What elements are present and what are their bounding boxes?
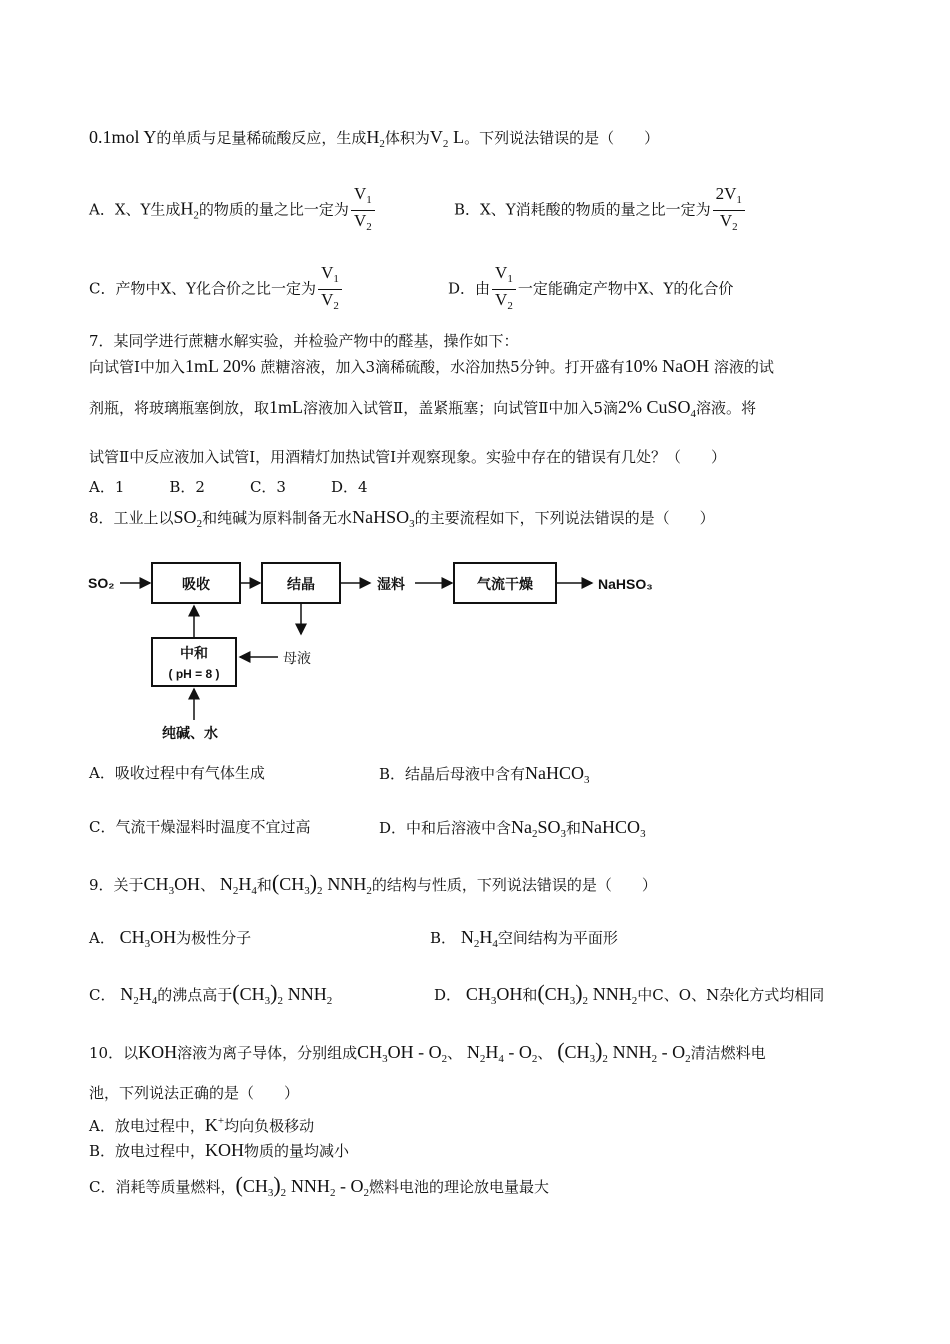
q10-line2: 池，下列说法正确的是（ ）	[89, 1084, 300, 1102]
q9-option-c: C． $N_2H_4$的沸点高于$(CH_3)_2$ $NNH_2$	[89, 980, 333, 1007]
q9-stem: 9．关于$CH_3OH$、 $N_2H_4$和$(CH_3)_2$ $NNH_2$的结构与性质，下列说法错误的是（ ）	[89, 870, 657, 897]
flow-wet: 湿料	[377, 576, 405, 592]
q6-stem: 0.1mol Y的单质与足量稀硫酸反应，生成$H_2$体积为$V_2$ L。下列说法错误的是（ ）	[89, 127, 660, 150]
q10-option-b: B．放电过程中，KOH物质的量均减小	[89, 1140, 350, 1160]
fraction-2v1-v2: $\frac{2V_1}{V_2}$	[713, 184, 745, 237]
q8-option-b: B．结晶后母液中含有NaHCO$_3$	[379, 763, 590, 786]
q8-option-d: D．中和后溶液中含$Na_2SO_3$和NaHCO$_3$	[379, 817, 646, 840]
flow-absorb: 吸收	[182, 576, 210, 592]
q7-line1: 向试管Ⅰ中加入1mL 20% 蔗糖溶液，加入3滴稀硫酸，水浴加热5分钟。打开盛有10% NaOH 溶液的试	[89, 356, 774, 376]
q9-option-a: A． $CH_3OH$为极性分子	[89, 927, 252, 950]
q7-line2: 剂瓶，将玻璃瓶塞倒放，取1mL溶液加入试管Ⅱ，盖紧瓶塞；向试管Ⅱ中加入5滴2% CuSO$_4$溶液。将	[89, 397, 756, 420]
q8-stem: 8．工业上以$SO_2$和纯碱为原料制备无水NaHSO$_3$的主要流程如下，下列说法错误的是（ ）	[89, 507, 715, 530]
flow-ph: ( pH = 8 )	[168, 667, 220, 681]
flow-mother: 母液	[283, 650, 311, 666]
fraction-v1-v2: $\frac{V_1}{V_2}$	[492, 263, 516, 316]
flow-neutral: 中和	[180, 645, 208, 661]
q6-option-b: B．X、Y消耗酸的物质的量之比一定为 $\frac{2V_1}{V_2}$	[454, 184, 747, 237]
fraction-v1-v2: $\frac{V_1}{V_2}$	[318, 263, 342, 316]
q8-option-a: A．吸收过程中有气体生成	[89, 764, 265, 782]
q9-option-b: B． $N_2H_4$空间结构为平面形	[430, 927, 618, 950]
flow-so2: SO₂	[88, 575, 115, 591]
q9-option-d: D． $CH_3OH$和$(CH_3)_2$ $NNH_2$中C、O、N杂化方式均相同	[434, 980, 825, 1007]
q6-option-a: A．X、Y生成$H_2$的物质的量之比一定为 $\frac{V_1}{V_2}$	[89, 184, 377, 237]
flow-crystal: 结晶	[287, 576, 315, 592]
q7-line3: 试管Ⅱ中反应液加入试管Ⅰ，用酒精灯加热试管Ⅰ并观察现象。实验中存在的错误有几处？（ ）	[89, 448, 727, 466]
q10-option-c: C．消耗等质量燃料，$(CH_3)_2$ $NNH_2 - O_2$燃料电池的理论放电量最大	[89, 1172, 549, 1199]
flow-dry: 气流干燥	[477, 576, 533, 592]
q6-option-c: C．产物中X、Y化合价之比一定为 $\frac{V_1}{V_2}$	[89, 263, 344, 316]
q8-option-c: C．气流干燥湿料时温度不宜过高	[89, 818, 311, 836]
flow-diagram	[80, 548, 680, 748]
q7-title: 7．某同学进行蔗糖水解实验，并检验产物中的醛基，操作如下：	[89, 332, 519, 350]
flow-soda: 纯碱、水	[162, 725, 218, 741]
fraction-v1-v2: $\frac{V_1}{V_2}$	[351, 184, 375, 237]
q6-option-d: D．由 $\frac{V_1}{V_2}$ 一定能确定产物中X、Y的化合价	[448, 263, 733, 316]
q7-options: A．1 B．2 C．3 D．4	[89, 478, 368, 496]
flow-product: NaHSO₃	[598, 576, 653, 592]
q10-option-a: A．放电过程中，K+均向负极移动	[89, 1115, 315, 1135]
q10-stem: 10．以KOH溶液为离子导体，分别组成$CH_3OH - O_2$、 $N_2H_4 - O_2$、 $(CH_3)_2$ $NNH_2 - O_2$清洁燃料电	[89, 1038, 766, 1065]
